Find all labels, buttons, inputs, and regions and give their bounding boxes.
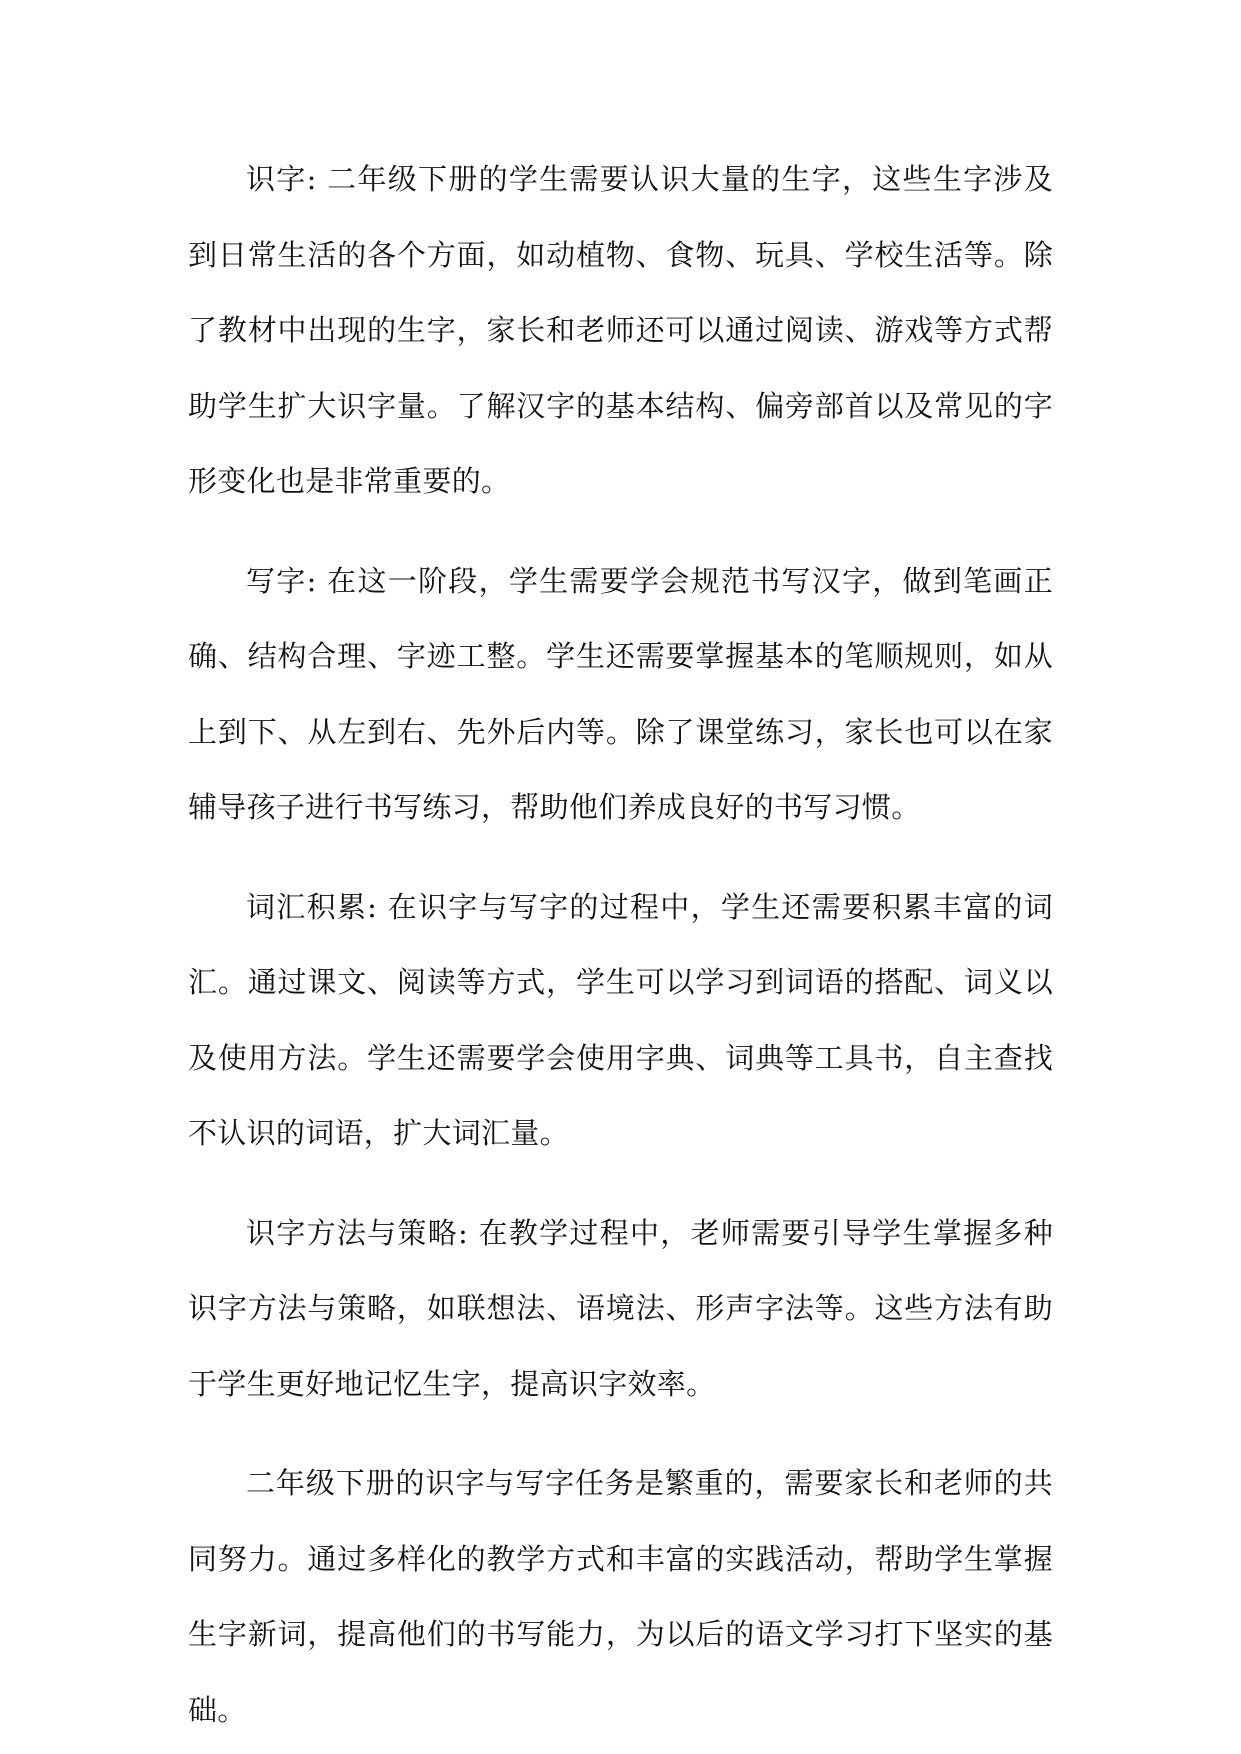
paragraph-label: 写字: — [246, 563, 317, 598]
paragraph-xiezi — [188, 544, 1053, 846]
paragraph-label: 识字方法与策略: — [246, 1215, 469, 1250]
paragraph-text: 在这一阶段，学生需要学会规范书写汉字，做到笔画正确、结构合理、字迹工整。学生还需要掌握基本的笔顺规则，如从上到下、从左到右、先外后内等。除了课堂练习，家长也可以在家辅导孩子进行书写练习，帮助他们养成良好的书写习惯。 — [188, 563, 1053, 824]
paragraph-text: 二年级下册的识字与写字任务是繁重的，需要家长和老师的共同努力。通过多样化的教学方式和丰富的实践活动，帮助学生掌握生字新词，提高他们的书写能力，为以后的语文学习打下坚实的基础。 — [188, 1466, 1053, 1727]
paragraph-text: 在教学过程中，老师需要引导学生掌握多种识字方法与策略，如联想法、语境法、形声字法等。这些方法有助于学生更好地记忆生字，提高识字效率。 — [188, 1215, 1053, 1401]
paragraph-cihui — [188, 870, 1053, 1172]
paragraph-fangfa — [188, 1196, 1053, 1423]
paragraph-shizi — [188, 142, 1053, 520]
paragraph-text: 二年级下册的学生需要认识大量的生字，这些生字涉及到日常生活的各个方面，如动植物、食物、玩具、学校生活等。除了教材中出现的生字，家长和老师还可以通过阅读、游戏等方式帮助学生扩大识字量。了解汉字的基本结构、偏旁部首以及常见的字形变化也是非常重要的。 — [188, 162, 1053, 498]
paragraph-label: 识字: — [246, 162, 317, 196]
paragraph-text: 在识字与写字的过程中，学生还需要积累丰富的词汇。通过课文、阅读等方式，学生可以学习到词语的搭配、词义以及使用方法。学生还需要学会使用字典、词典等工具书，自主查找不认识的词语，扩大词汇量。 — [188, 889, 1053, 1150]
paragraph-label: 词汇积累: — [246, 889, 378, 924]
paragraph-summary — [188, 1446, 1053, 1748]
